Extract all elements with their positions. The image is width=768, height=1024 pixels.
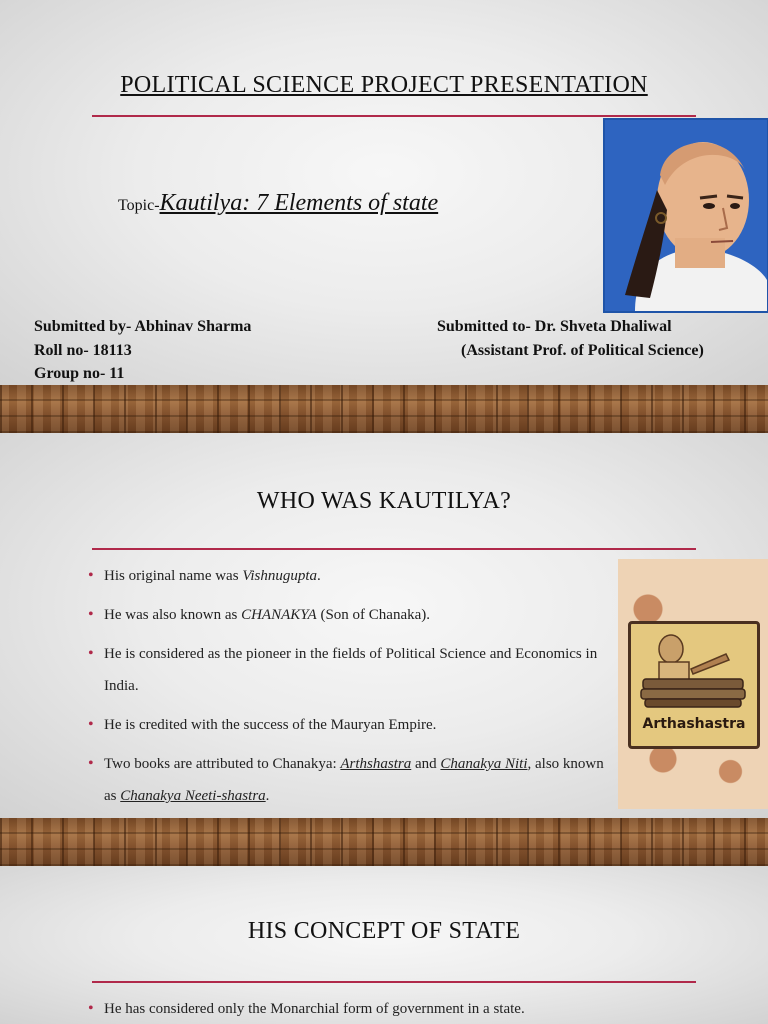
- list-item: • He was also known as CHANAKYA (Son of Chanaka).: [88, 599, 608, 631]
- slide-3-title-rule: [92, 981, 696, 983]
- list-item: • Two books are attributed to Chanakya: Arthshastra and Chanakya Niti, also known as Chanakya Neeti-shastra.: [88, 748, 608, 812]
- submitted-to: Submitted to- Dr. Shveta Dhaliwal: [437, 318, 672, 335]
- topic-line: [118, 190, 438, 217]
- submitted-by: Submitted by- Abhinav Sharma: [34, 318, 252, 335]
- slide-2-floor: [0, 818, 768, 866]
- slide-2-bullets: [88, 560, 608, 818]
- topic-text: Kautilya: 7 Elements of state: [159, 190, 439, 216]
- chanakya-neeti-shastra-link[interactable]: Chanakya Neeti-shastra: [120, 788, 266, 804]
- list-item: • He is credited with the success of the Mauryan Empire.: [88, 709, 608, 741]
- list-item: • His original name was Vishnugupta.: [88, 560, 608, 592]
- slide-3-bullets: [88, 993, 648, 1024]
- slide-2-title: WHO WAS KAUTILYA?: [256, 488, 512, 514]
- portrait-image: [603, 118, 768, 313]
- slide-3-title: HIS CONCEPT OF STATE: [247, 918, 521, 944]
- slide-1-floor: [0, 385, 768, 433]
- slide-1: [0, 0, 768, 385]
- designation: (Assistant Prof. of Political Science): [461, 342, 704, 359]
- slide-2-title-rule: [92, 548, 696, 550]
- arthashastra-image: [618, 559, 768, 809]
- slide-1-title-rule: [92, 115, 696, 117]
- list-item: • He has considered only the Monarchial form of government in a state.: [88, 993, 648, 1024]
- topic-prefix: Topic-: [118, 197, 160, 214]
- roll-no: Roll no- 18113: [34, 342, 132, 359]
- arthashastra-book-icon: [628, 621, 760, 749]
- group-no: Group no- 11: [34, 365, 125, 382]
- slide-2: [0, 433, 768, 818]
- arthashastra-label: Arthashastra: [642, 716, 746, 732]
- list-item: • He is considered as the pioneer in the fields of Political Science and Economics in India.: [88, 638, 608, 702]
- slide-1-title: POLITICAL SCIENCE PROJECT PRESENTATION: [120, 72, 648, 98]
- chanakya-niti-link[interactable]: Chanakya Niti: [440, 756, 528, 772]
- slide-3: [0, 866, 768, 1024]
- arthshastra-link[interactable]: Arthshastra: [340, 756, 412, 772]
- chanakya-portrait-icon: [605, 120, 767, 311]
